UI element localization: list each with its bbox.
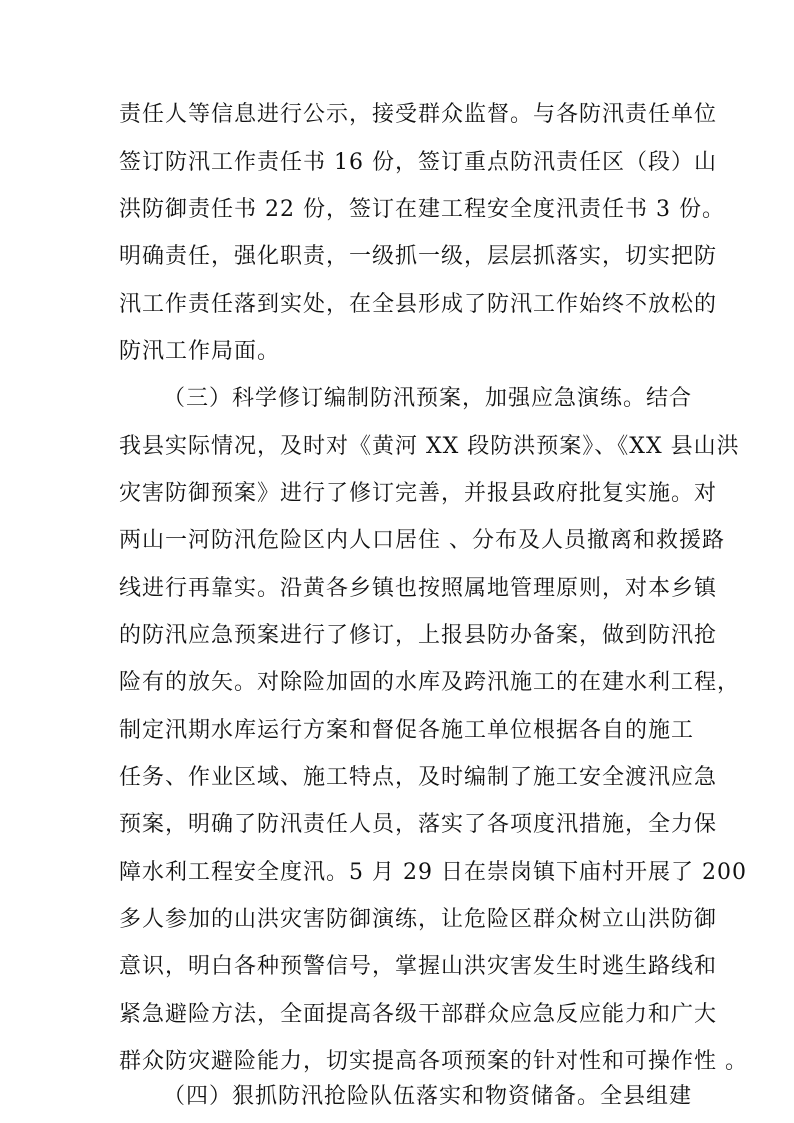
text-line: 障水利工程安全度汛。5 月 29 日在崇岗镇下庙村开展了 200: [119, 860, 747, 885]
text-line: 群众防灾避险能力，切实提高各项预案的针对性和可操作性 。: [119, 1049, 748, 1074]
text-line: 防汛工作局面。: [119, 339, 281, 364]
section-heading-line: （三）科学修订编制防汛预案，加强应急演练。结合: [163, 386, 693, 411]
text-line: 洪防御责任书 22 份，签订在建工程安全度汛责任书 3 份。: [119, 197, 725, 222]
text-line: 明确责任，强化职责，一级抓一级，层层抓落实，切实把防: [119, 244, 718, 269]
text-line: 灾害防御预案》进行了修订完善，并报县政府批复实施。对: [119, 481, 718, 506]
text-line: 的防汛应急预案进行了修订，上报县防办备案，做到防汛抢: [119, 623, 718, 648]
text-line: 预案，明确了防汛责任人员，落实了各项度汛措施，全力保: [119, 812, 718, 837]
section-heading-line: （四）狠抓防汛抢险队伍落实和物资储备。全县组建: [163, 1084, 693, 1109]
text-line: 汛工作责任落到实处，在全县形成了防汛工作始终不放松的: [119, 292, 718, 317]
text-line: 签订防汛工作责任书 16 份，签订重点防汛责任区（段）山: [119, 150, 717, 175]
text-line: 险有的放矢。对除险加固的水库及跨汛施工的在建水利工程，: [119, 670, 741, 695]
text-line: 紧急避险方法，全面提高各级干部群众应急反应能力和广大: [119, 1002, 718, 1027]
text-line: 我县实际情况，及时对《黄河 XX 段防洪预案》、《XX 县山洪: [119, 434, 740, 459]
text-line: 任务、作业区域、施工特点，及时编制了施工安全渡汛应急: [119, 765, 718, 790]
text-line: 线进行再靠实。沿黄各乡镇也按照属地管理原则，对本乡镇: [119, 576, 718, 601]
text-line: 责任人等信息进行公示，接受群众监督。与各防汛责任单位: [119, 102, 718, 127]
text-line: 多人参加的山洪灾害防御演练，让危险区群众树立山洪防御: [119, 907, 718, 932]
text-line: 两山一河防汛危险区内人口居住 、分布及人员撤离和救援路: [119, 528, 725, 553]
text-line: 意识，明白各种预警信号，掌握山洪灾害发生时逃生路线和: [119, 954, 718, 979]
text-line: 制定汛期水库运行方案和督促各施工单位根据各自的施工: [119, 718, 695, 743]
